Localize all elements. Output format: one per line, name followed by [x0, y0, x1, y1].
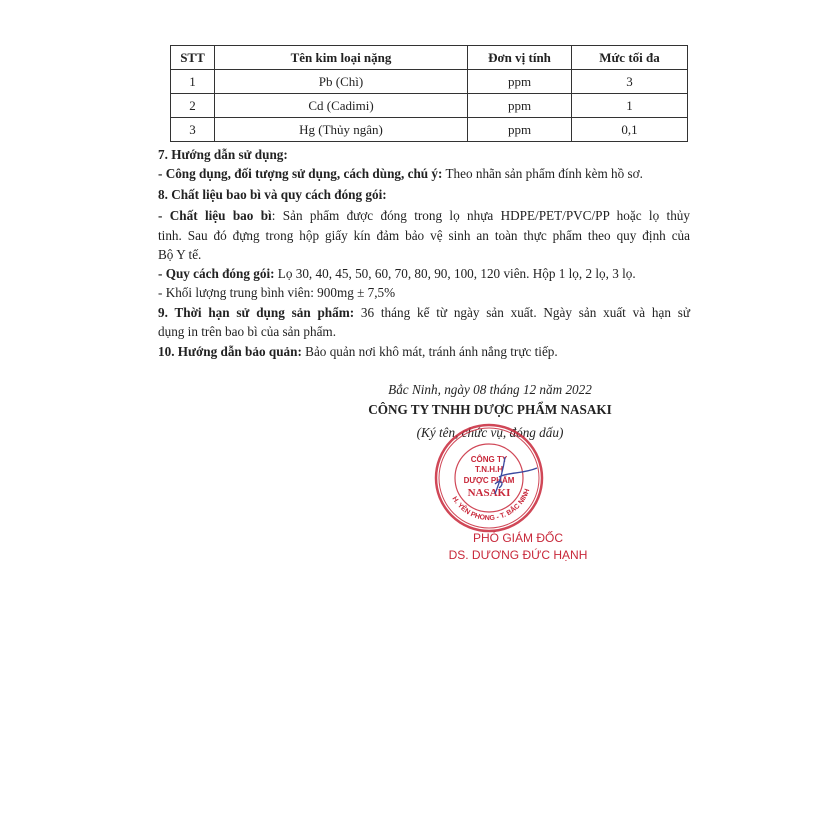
heading-text: 8. Chất liệu bao bì và quy cách đóng gói:	[158, 187, 387, 202]
material-label: - Chất liệu bao bì	[158, 208, 272, 223]
material-text: : Sản phẩm được đóng trong lọ nhựa HDPE/PET/PVC/PP hoặc lọ thủy	[271, 208, 690, 223]
company-name: CÔNG TY TNHH DƯỢC PHẨM NASAKI	[368, 402, 612, 417]
cell-stt: 2	[171, 94, 215, 118]
section8-material-line1	[158, 206, 690, 225]
table-row	[171, 118, 688, 142]
usage-label: - Công dụng, đối tượng sử dụng, cách dùng, chú ý:	[158, 166, 443, 181]
cell-unit: ppm	[468, 94, 572, 118]
cell-metal: Pb (Chì)	[215, 70, 468, 94]
place-date: Bắc Ninh, ngày 08 tháng 12 năm 2022	[388, 382, 592, 397]
table-row	[171, 70, 688, 94]
usage-text: Theo nhãn sản phẩm đính kèm hồ sơ.	[442, 166, 643, 181]
section10-text: Bảo quản nơi khô mát, tránh ánh nắng trực tiếp.	[301, 344, 558, 359]
header-max: Mức tối đa	[572, 46, 688, 70]
cell-metal: Hg (Thủy ngân)	[215, 118, 468, 142]
section10-label: 10. Hướng dẫn bảo quản:	[158, 344, 302, 359]
sign-instruction: (Ký tên, chức vụ, đóng dấu)	[416, 425, 564, 440]
section8-heading	[158, 185, 690, 204]
packing-label: - Quy cách đóng gói:	[158, 266, 275, 281]
cell-max: 1	[572, 94, 688, 118]
cell-max: 0,1	[572, 118, 688, 142]
section10	[158, 342, 690, 361]
header-unit: Đơn vị tính	[468, 46, 572, 70]
cell-metal: Cd (Cadimi)	[215, 94, 468, 118]
company-stamp	[433, 422, 545, 534]
section8-weight: - Khối lượng trung bình viên: 900mg ± 7,5%	[158, 285, 396, 300]
stamp-line: CÔNG TY	[470, 455, 508, 464]
table-row	[171, 94, 688, 118]
heavy-metals-table	[170, 45, 688, 142]
cell-stt: 1	[171, 70, 215, 94]
cell-unit: ppm	[468, 118, 572, 142]
section9-label: 9. Thời hạn sử dụng sản phẩm:	[158, 305, 355, 320]
section9-line2: dụng in trên bao bì của sản phẩm.	[158, 324, 336, 339]
section9-text: 36 tháng kể từ ngày sản xuất. Ngày sản xuất và hạn sử	[354, 305, 690, 320]
signer-title: PHÓ GIÁM ĐỐC	[472, 531, 563, 545]
cell-max: 3	[572, 70, 688, 94]
cell-stt: 3	[171, 118, 215, 142]
stamp-ring-text: H. YÊN PHONG - T. BẮC NINH	[450, 488, 532, 523]
section8-packing	[158, 264, 690, 283]
heading-text: 7. Hướng dẫn sử dụng:	[158, 147, 288, 162]
cell-unit: ppm	[468, 70, 572, 94]
table-header-row	[171, 46, 688, 70]
header-stt: STT	[171, 46, 215, 70]
stamp-line: T.N.H.H	[475, 465, 503, 474]
packing-text: Lọ 30, 40, 45, 50, 60, 70, 80, 90, 100, 120 viên. Hộp 1 lọ, 2 lọ, 3 lọ.	[274, 266, 636, 281]
section9-line1	[158, 303, 690, 322]
section8-material-line2: tinh. Sau đó đựng trong hộp giấy kín đảm bảo vệ sinh an toàn thực phẩm theo quy định của	[158, 228, 690, 243]
header-metal-name: Tên kim loại nặng	[215, 46, 468, 70]
section7-heading	[158, 145, 690, 164]
section8-material-line3: Bộ Y tế.	[158, 247, 202, 262]
stamp-line: DƯỢC PHẨM	[463, 476, 515, 485]
section7-usage	[158, 164, 690, 183]
signer-name: DS. DƯƠNG ĐỨC HẠNH	[448, 548, 588, 562]
stamp-line: NASAKI	[467, 487, 511, 499]
